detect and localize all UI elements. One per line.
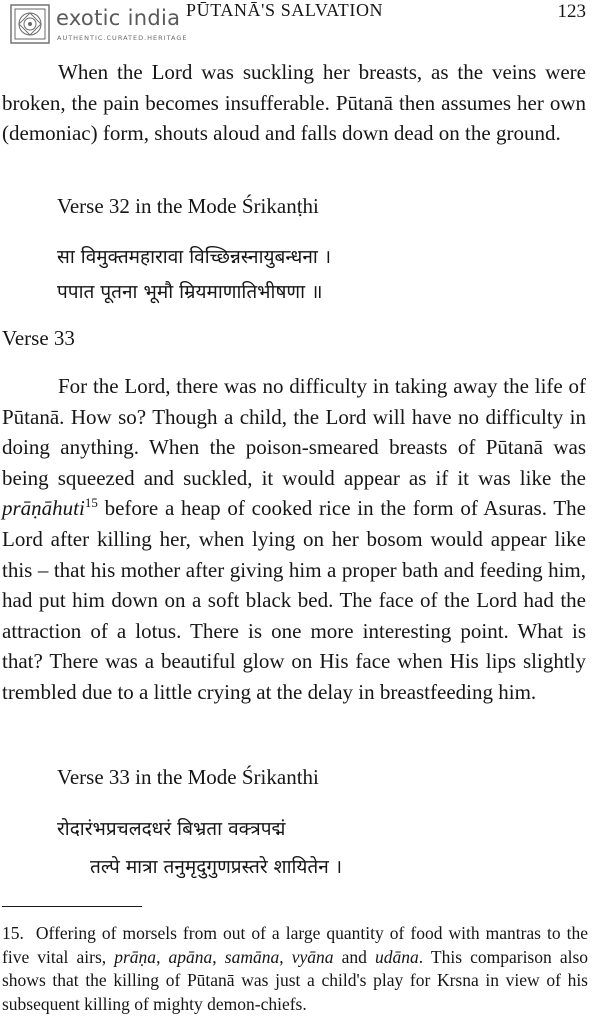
verse-33-heading: Verse 33 in the Mode Śrikanthi — [57, 765, 319, 789]
footnote-number: 15. — [2, 923, 24, 943]
paragraph-2-text — [0, 371, 600, 708]
term-udana: udāna — [374, 946, 419, 967]
footnote-text-2: . This comparison also shows that the killing of Pūtanā was just a child's play for Krsna in view of his subsequent killing of mighty demon-chiefs. — [2, 946, 589, 1014]
paragraph-2 — [0, 371, 600, 708]
footnote-sep: , — [212, 946, 225, 967]
footnote-sep: and — [333, 946, 375, 967]
paragraph-1 — [0, 57, 600, 149]
term-samana: samāna — [224, 946, 280, 967]
logo-tagline: AUTHENTIC.CURATED.HERITAGE — [57, 34, 188, 42]
site-logo[interactable] — [10, 4, 200, 48]
term-prana: prāṇa — [114, 946, 157, 967]
mandala-icon — [10, 4, 50, 44]
footnote-ref-15[interactable]: 15 — [84, 495, 98, 511]
logo-name: exotic india — [56, 6, 181, 30]
footnote-sep: , — [156, 946, 169, 967]
running-head: PŪTANĀ'S SALVATION — [186, 0, 384, 20]
verse-32-line-1: सा विमुक्तमहारावा विच्छिन्नस्नायुबन्धना । — [57, 246, 332, 268]
footnote-rule — [2, 906, 142, 907]
term-vyana: vyāna — [291, 946, 334, 967]
paragraph-2-part-2: before a heap of cooked rice in the form of Asuras. The Lord after killing her, when lying on her bosom would appear like this – that his mother after giving him a proper bath and feeding him, had put him down on a soft black bed. The face of the Lord had the attraction of a lotus. There is one more interesting point. What is that? There was a beautiful glow on His face when His lips slightly trembled due to a little crying at the delay in breastfeeding him. — [2, 496, 586, 704]
paragraph-1-text: When the Lord was suckling her breasts, as the veins were broken, the pain becomes insufferable. Pūtanā then assumes her own (demoniac) form, shouts aloud and falls down dead on the ground. — [2, 60, 586, 146]
verse-32-line-2: पपात पूतना भूमौ म्रियमाणातिभीषणा ॥ — [57, 281, 323, 303]
term-apana: apāna — [168, 946, 213, 967]
verse-33-line-2: तल्पे मात्रा तनुमृदुगुणप्रस्तरे शायितेन । — [90, 856, 343, 878]
page-number: 123 — [557, 1, 586, 22]
verse-32-heading: Verse 32 in the Mode Śrikanṭhi — [57, 194, 319, 218]
footnote-text-1: Offering of morsels from out of a large quantity of food with mantras to the five vital airs, — [2, 923, 589, 967]
footnote-15 — [2, 922, 588, 1016]
paragraph-2-part-1: For the Lord, there was no difficulty in taking away the life of Pūtanā. How so? Though a child, the Lord will have no difficulty in doing anything. When the poison-smeared breasts of Pūtanā was being squeezed and suckled, it would appear as if it was like the — [2, 374, 586, 490]
verse-33-label: Verse 33 — [2, 326, 75, 350]
footnote-sep: , — [279, 946, 292, 967]
term-pranahuti: prāṇāhuti — [2, 496, 85, 521]
verse-33-line-1: रोदारंभप्रचलदधरं बिभ्रता वक्त्रपद्मं — [57, 818, 286, 840]
